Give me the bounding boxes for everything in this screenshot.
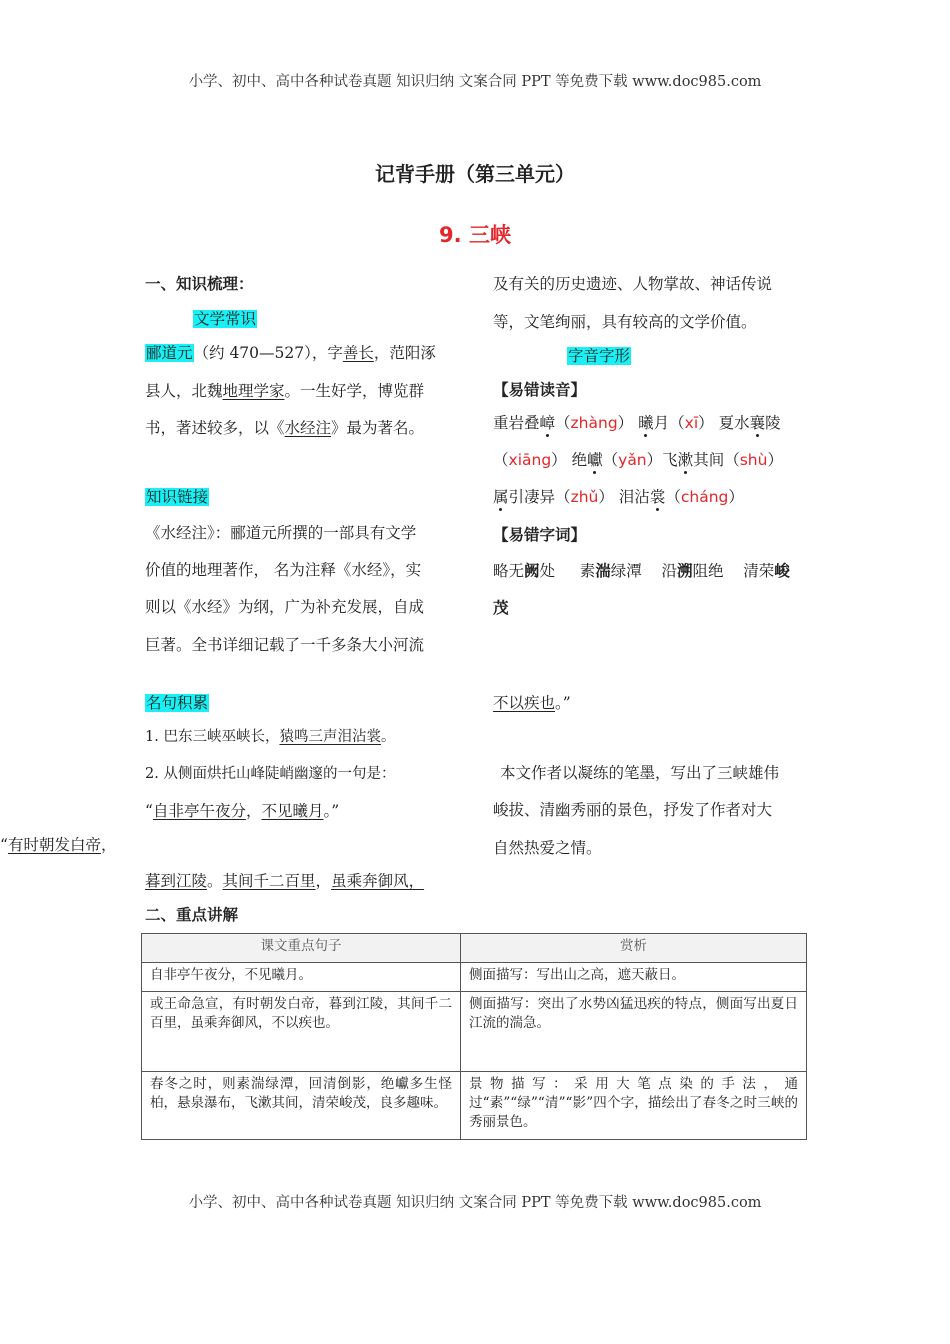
table-row [142,992,807,1072]
table-row [142,1072,807,1140]
summary-line: 峻拔、清幽秀丽的景色，抒发了作者对大 [493,801,773,819]
key-sentences-table [141,933,807,1140]
table-cell: 景物描写：采用大笔点染的手法，通过“素”“绿”“清”“影”四个字，描绘出了春冬之时三峡的秀丽景色。 [461,1072,807,1140]
quote-2: 2. 从侧面烘托山峰陡峭幽邃的一句是： [145,766,396,782]
pron-line-1: 重岩叠嶂（zhàng） 曦月（xī） 夏水襄陵 [493,414,781,432]
link-line: 巨著。全书详细记载了一千多条大小河流 [145,636,425,654]
lit-line-1: 郦道元（约 470—527），字善长，范阳涿 [146,344,436,362]
link-label: 知识链接 [146,488,209,506]
section-key-points: 二、重点讲解 [145,906,239,924]
char-line-1: 略无阙处 素湍绿潭 沿溯阻绝 清荣峻 [493,561,790,580]
pron-line-3: 属引凄异（zhǔ） 泪沾裳（cháng） [493,488,744,506]
quote-2-answer: “自非亭午夜分，不见曦月。” [145,802,340,820]
table-cell: 自非亭午夜分，不见曦月。 [142,963,461,992]
summary-line: 自然热爱之情。 [493,839,602,857]
link-line: 《水经注》：郦道元所撰的一部具有文学 [145,524,417,542]
table-cell: 或王命急宣，有时朝发白帝，暮到江陵，其间千二百里，虽乘奔御风，不以疾也。 [142,992,461,1072]
section-knowledge: 一、知识梳理： [145,275,254,293]
page-header: 小学、初中、高中各种试卷真题 知识归纳 文案合同 PPT 等免费下载 www.doc985.com [188,74,762,90]
summary-line: 本文作者以凝练的笔墨，写出了三峡雄伟 [500,764,780,782]
table-header: 课文重点句子 [142,934,461,963]
zi-label: 字音字形 [568,347,631,365]
char-line-2: 茂 [493,598,509,617]
table-header: 赏析 [461,934,807,963]
table-header-row [142,934,807,963]
lit-line-3: 书，著述较多，以《水经注》最为著名。 [145,419,425,437]
quote-3-line-3: 不以疾也。” [493,694,571,712]
pron-line-2: （xiāng） 绝巘（yǎn）飞漱其间（shù） [493,451,783,469]
pron-title: 【易错读音】 [493,381,587,399]
quote-3-line-1: “有时朝发白帝， [0,836,117,854]
quotes-label: 名句积累 [146,694,209,712]
link-line: 则以《水经》为纲，广为补充发展，自成 [145,598,425,616]
quote-1: 1. 巴东三峡巫峡长，猿鸣三声泪沾裳。 [145,729,396,745]
lit-line-2: 县人，北魏地理学家。一生好学，博览群 [145,382,425,400]
table-cell: 侧面描写：突出了水势凶猛迅疾的特点，侧面写出夏日江流的湍急。 [461,992,807,1072]
quote-3-line-2: 暮到江陵。其间千二百里，虽乘奔御风， [145,872,425,890]
link-line-cont: 等，文笔绚丽，具有较高的文学价值。 [493,313,757,331]
page-footer: 小学、初中、高中各种试卷真题 知识归纳 文案合同 PPT 等免费下载 www.doc985.com [188,1195,762,1211]
link-line: 价值的地理著作， 名为注释《水经》，实 [145,561,422,579]
lit-label: 文学常识 [194,310,257,328]
char-title: 【易错字词】 [493,526,587,544]
table-cell: 春冬之时，则素湍绿潭，回清倒影，绝巘多生怪柏，悬泉瀑布，飞漱其间，清荣峻茂，良多趣味。 [142,1072,461,1140]
table-cell: 侧面描写：写出山之高，遮天蔽日。 [461,963,807,992]
table-row [142,963,807,992]
link-line-cont: 及有关的历史遗迹、人物掌故、神话传说 [493,275,773,293]
lesson-title: 9. 三峡 [439,223,511,247]
page-title: 记背手册（第三单元） [375,162,575,186]
